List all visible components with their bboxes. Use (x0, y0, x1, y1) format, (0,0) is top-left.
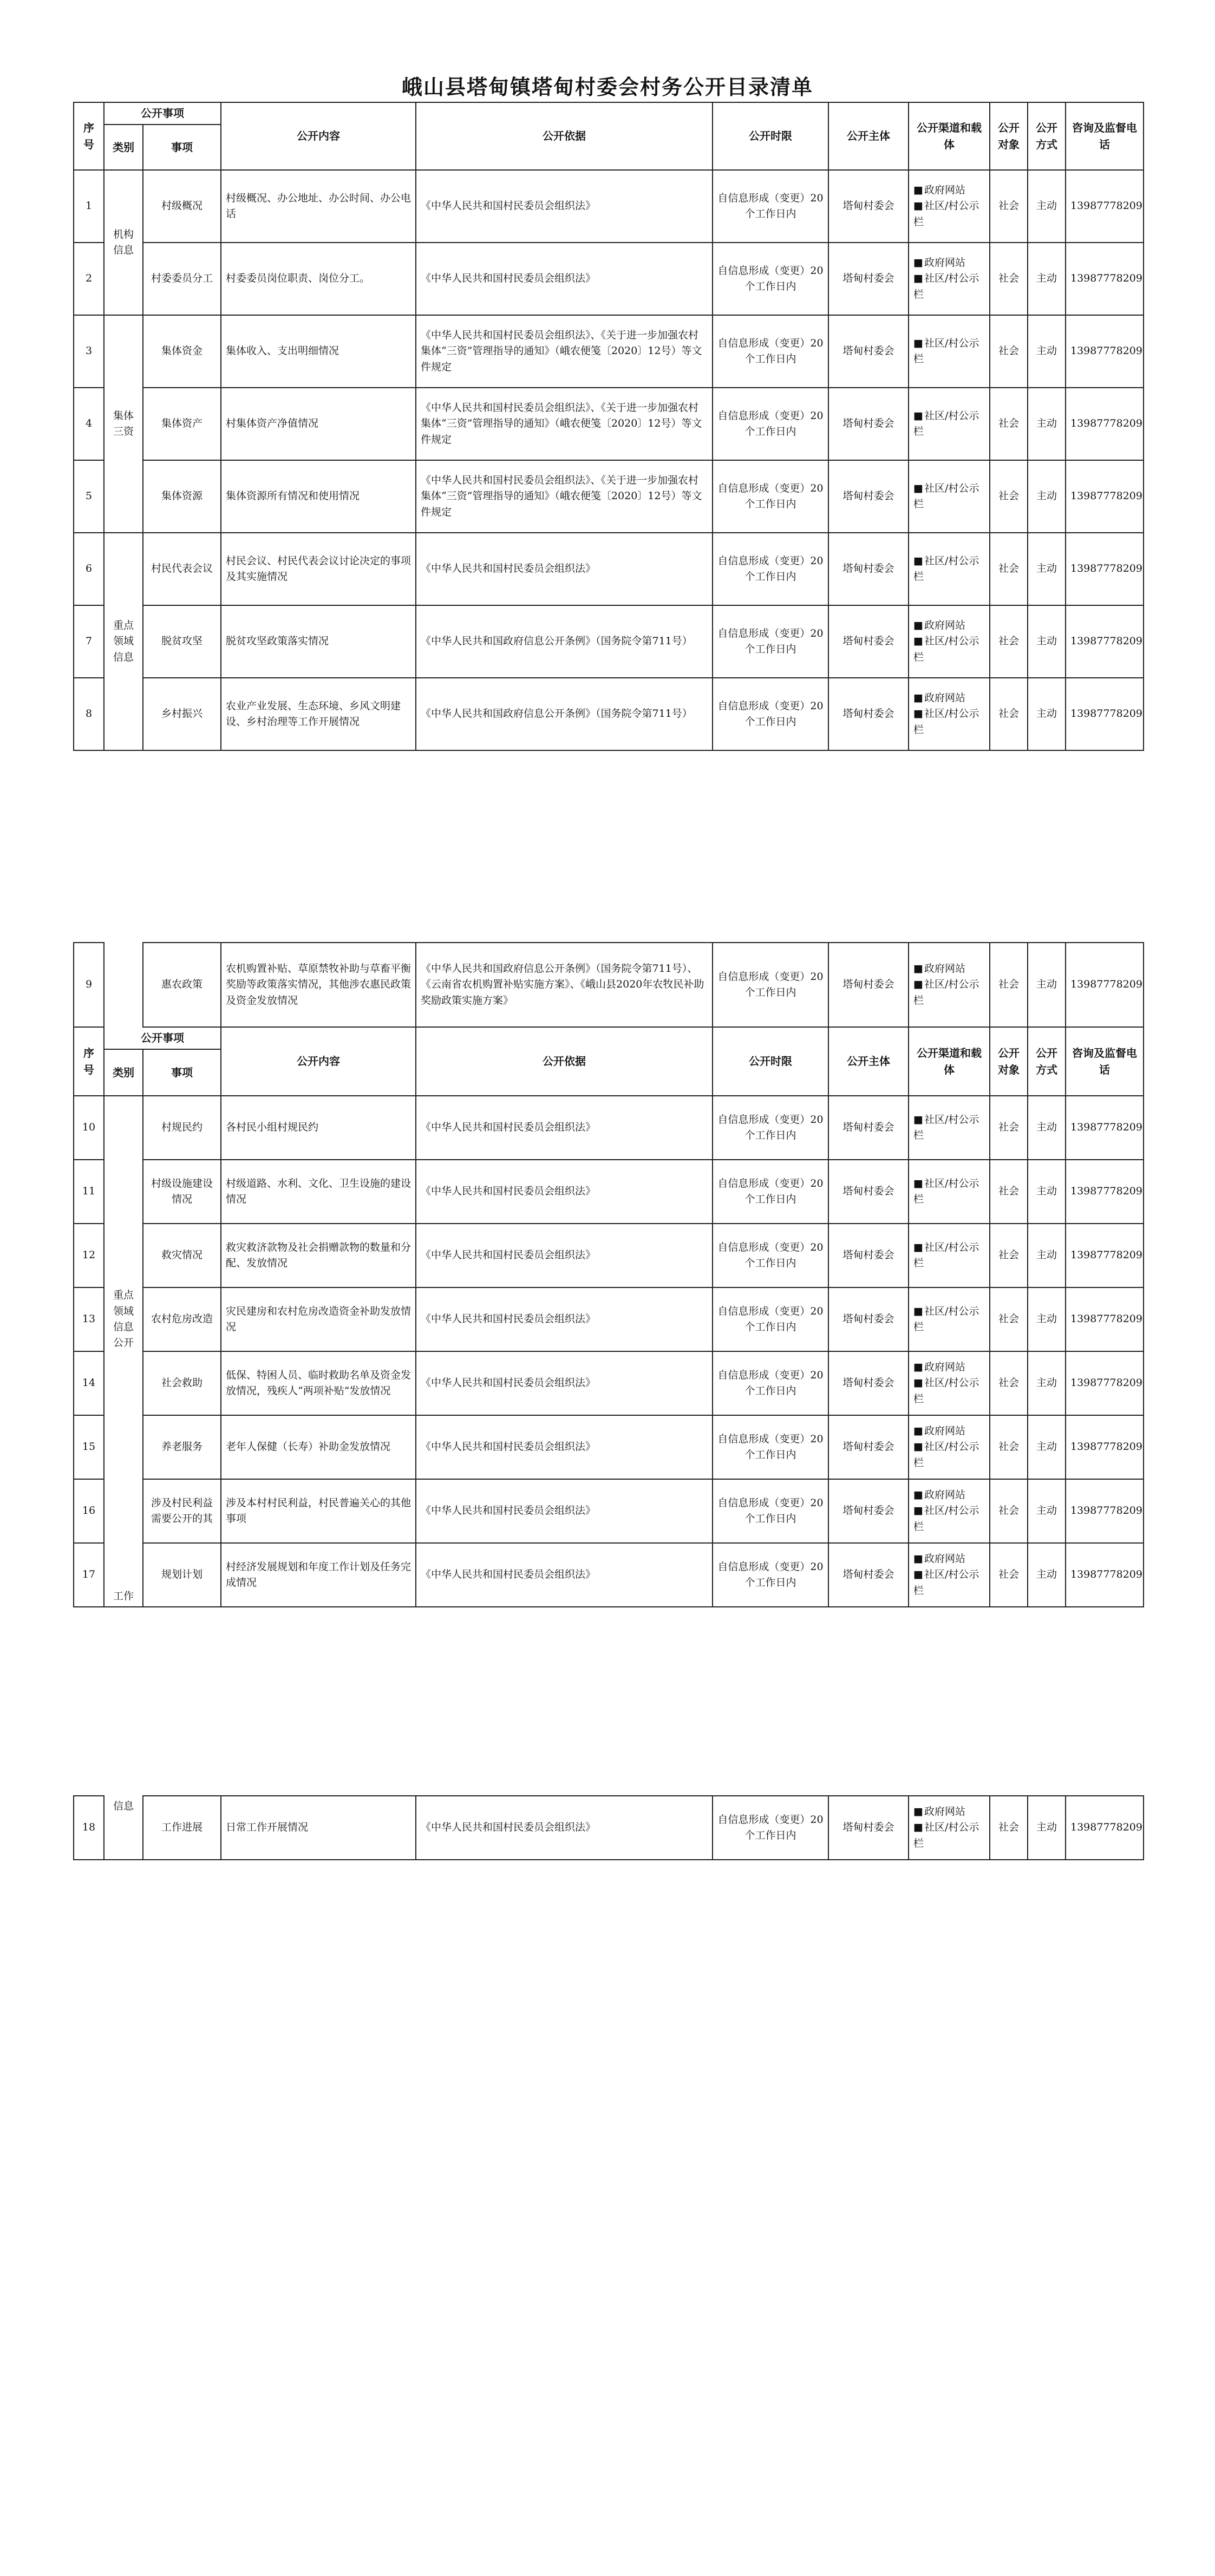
row-target: 社会 (990, 1415, 1028, 1479)
table-row (74, 1287, 1144, 1351)
table-row (74, 1796, 1144, 1860)
channel-entry: ■ 政府网站 (913, 182, 985, 198)
row-channels (909, 1543, 990, 1607)
row-deadline: 自信息形成（变更）20个工作日内 (713, 605, 828, 678)
row-phone: 13987778209 (1066, 1415, 1144, 1479)
disclosure-table-3 (73, 1795, 1144, 1860)
row-deadline: 自信息形成（变更）20个工作日内 (713, 1479, 828, 1543)
row-channels (909, 315, 990, 388)
row-item: 社会救助 (143, 1351, 221, 1415)
row-target: 社会 (990, 1479, 1028, 1543)
header-subject: 公开主体 (828, 102, 909, 170)
row-target: 社会 (990, 1287, 1028, 1351)
row-target: 社会 (990, 1096, 1028, 1160)
row-content: 集体收入、支出明细情况 (221, 315, 416, 388)
row-method: 主动 (1028, 1351, 1066, 1415)
row-subject: 塔甸村委会 (828, 315, 909, 388)
table-row (74, 678, 1144, 750)
row-item: 村委委员分工 (143, 243, 221, 315)
header-channel: 公开渠道和载体 (909, 102, 990, 170)
row-channels (909, 1351, 990, 1415)
row-target: 社会 (990, 533, 1028, 605)
row-target: 社会 (990, 605, 1028, 678)
row-subject: 塔甸村委会 (828, 605, 909, 678)
row-channels (909, 388, 990, 460)
row-channels (909, 678, 990, 750)
row-channels (909, 1479, 990, 1543)
row-phone: 13987778209 (1066, 1543, 1144, 1607)
row-no: 15 (74, 1415, 104, 1479)
header-seq: 序号 (74, 1027, 104, 1096)
row-item: 脱贫攻坚 (143, 605, 221, 678)
row-basis: 《中华人民共和国村民委员会组织法》 (416, 1796, 713, 1860)
row-subject: 塔甸村委会 (828, 1096, 909, 1160)
header-method: 公开方式 (1028, 1027, 1066, 1096)
row-item: 养老服务 (143, 1415, 221, 1479)
row-item: 涉及村民利益需要公开的其 (143, 1479, 221, 1543)
header-method: 公开方式 (1028, 102, 1066, 170)
header-phone: 咨询及监督电话 (1066, 1027, 1144, 1096)
category-cell-continued (104, 943, 143, 1027)
row-item: 村级概况 (143, 170, 221, 243)
row-subject: 塔甸村委会 (828, 1796, 909, 1860)
category-cell: 集体三资 (104, 315, 143, 533)
category-cell: 信息 (104, 1796, 143, 1860)
row-subject: 塔甸村委会 (828, 170, 909, 243)
row-item: 集体资金 (143, 315, 221, 388)
row-method: 主动 (1028, 460, 1066, 533)
row-phone: 13987778209 (1066, 460, 1144, 533)
row-deadline: 自信息形成（变更）20个工作日内 (713, 678, 828, 750)
table-row (74, 388, 1144, 460)
row-phone: 13987778209 (1066, 678, 1144, 750)
row-basis: 《中华人民共和国村民委员会组织法》 (416, 1415, 713, 1479)
table-row (74, 1160, 1144, 1224)
row-method: 主动 (1028, 605, 1066, 678)
row-phone: 13987778209 (1066, 170, 1144, 243)
table-row (74, 943, 1144, 1027)
channel-entry: ■ 政府网站 (913, 1423, 985, 1439)
row-method: 主动 (1028, 1479, 1066, 1543)
row-content: 农机购置补贴、草原禁牧补助与草畜平衡奖励等政策落实情况，其他涉农惠民政策及资金发放情况 (221, 943, 416, 1027)
row-deadline: 自信息形成（变更）20个工作日内 (713, 1543, 828, 1607)
row-phone: 13987778209 (1066, 315, 1144, 388)
header-category: 类别 (104, 1049, 143, 1096)
row-phone: 13987778209 (1066, 1160, 1144, 1224)
row-basis: 《中华人民共和国村民委员会组织法》 (416, 1160, 713, 1224)
header-channel: 公开渠道和载体 (909, 1027, 990, 1096)
row-target: 社会 (990, 1351, 1028, 1415)
header-category: 类别 (104, 125, 143, 170)
header-subject: 公开主体 (828, 1027, 909, 1096)
row-no: 8 (74, 678, 104, 750)
header-deadline: 公开时限 (713, 1027, 828, 1096)
row-target: 社会 (990, 678, 1028, 750)
row-phone: 13987778209 (1066, 243, 1144, 315)
row-subject: 塔甸村委会 (828, 1415, 909, 1479)
table-row (74, 1096, 1144, 1160)
row-no: 18 (74, 1796, 104, 1860)
row-phone: 13987778209 (1066, 533, 1144, 605)
row-basis: 《中华人民共和国村民委员会组织法》 (416, 1287, 713, 1351)
row-phone: 13987778209 (1066, 1224, 1144, 1287)
row-basis: 《中华人民共和国政府信息公开条例》（国务院令第711号） (416, 605, 713, 678)
row-subject: 塔甸村委会 (828, 460, 909, 533)
header-basis: 公开依据 (416, 102, 713, 170)
row-channels (909, 605, 990, 678)
header-group: 公开事项 (104, 1027, 221, 1049)
row-basis: 《中华人民共和国村民委员会组织法》 (416, 1351, 713, 1415)
row-phone: 13987778209 (1066, 605, 1144, 678)
row-content: 村集体资产净值情况 (221, 388, 416, 460)
channel-entry: ■ 社区/村公示栏 (913, 336, 985, 368)
row-no: 7 (74, 605, 104, 678)
row-method: 主动 (1028, 943, 1066, 1027)
row-basis: 《中华人民共和国村民委员会组织法》 (416, 170, 713, 243)
row-basis: 《中华人民共和国政府信息公开条例》（国务院令第711号）、《云南省农机购置补贴实施方案》、《峨山县2020年农牧民补助奖励政策实施方案》 (416, 943, 713, 1027)
row-content: 救灾救济款物及社会捐赠款物的数量和分配、发放情况 (221, 1224, 416, 1287)
row-subject: 塔甸村委会 (828, 1351, 909, 1415)
channel-entry: ■ 政府网站 (913, 1487, 985, 1503)
row-basis: 《中华人民共和国村民委员会组织法》 (416, 1096, 713, 1160)
row-method: 主动 (1028, 1543, 1066, 1607)
row-no: 12 (74, 1224, 104, 1287)
row-channels (909, 170, 990, 243)
row-content: 低保、特困人员、临时救助名单及资金发放情况，残疾人“两项补贴”发放情况 (221, 1351, 416, 1415)
row-channels (909, 1160, 990, 1224)
row-method: 主动 (1028, 1415, 1066, 1479)
table-row (74, 1543, 1144, 1607)
row-item: 村级设施建设情况 (143, 1160, 221, 1224)
header-item: 事项 (143, 1049, 221, 1096)
row-basis: 《中华人民共和国村民委员会组织法》、《关于进一步加强农村集体“三资”管理指导的通知》（峨农便笺〔2020〕12号）等文件规定 (416, 315, 713, 388)
table-row (74, 170, 1144, 243)
row-content: 集体资源所有情况和使用情况 (221, 460, 416, 533)
row-method: 主动 (1028, 1224, 1066, 1287)
row-basis: 《中华人民共和国村民委员会组织法》 (416, 243, 713, 315)
row-deadline: 自信息形成（变更）20个工作日内 (713, 943, 828, 1027)
row-deadline: 自信息形成（变更）20个工作日内 (713, 315, 828, 388)
row-content: 老年人保健（长寿）补助金发放情况 (221, 1415, 416, 1479)
row-method: 主动 (1028, 1796, 1066, 1860)
row-channels (909, 533, 990, 605)
channel-entry: ■ 社区/村公示栏 (913, 1176, 985, 1208)
row-method: 主动 (1028, 1160, 1066, 1224)
row-no: 10 (74, 1096, 104, 1160)
row-subject: 塔甸村委会 (828, 1287, 909, 1351)
category-cell: 机构信息 (104, 170, 143, 315)
row-no: 5 (74, 460, 104, 533)
disclosure-table-2 (73, 942, 1144, 1607)
row-content: 涉及本村村民利益，村民普遍关心的其他事项 (221, 1479, 416, 1543)
row-subject: 塔甸村委会 (828, 1479, 909, 1543)
row-no: 4 (74, 388, 104, 460)
row-target: 社会 (990, 170, 1028, 243)
table-row (74, 315, 1144, 388)
channel-entry: ■ 政府网站 (913, 690, 985, 706)
row-no: 17 (74, 1543, 104, 1607)
row-deadline: 自信息形成（变更）20个工作日内 (713, 533, 828, 605)
row-deadline: 自信息形成（变更）20个工作日内 (713, 1415, 828, 1479)
row-basis: 《中华人民共和国村民委员会组织法》 (416, 1479, 713, 1543)
row-basis: 《中华人民共和国村民委员会组织法》 (416, 533, 713, 605)
row-phone: 13987778209 (1066, 388, 1144, 460)
row-no: 6 (74, 533, 104, 605)
channel-entry: ■ 政府网站 (913, 1359, 985, 1375)
header-deadline: 公开时限 (713, 102, 828, 170)
channel-entry: ■ 社区/村公示栏 (913, 1503, 985, 1535)
row-no: 14 (74, 1351, 104, 1415)
row-basis: 《中华人民共和国村民委员会组织法》 (416, 1224, 713, 1287)
row-content: 村经济发展规划和年度工作计划及任务完成情况 (221, 1543, 416, 1607)
header-seq: 序号 (74, 102, 104, 170)
row-deadline: 自信息形成（变更）20个工作日内 (713, 243, 828, 315)
channel-entry: ■ 政府网站 (913, 1804, 985, 1820)
row-subject: 塔甸村委会 (828, 533, 909, 605)
row-content: 脱贫攻坚政策落实情况 (221, 605, 416, 678)
row-deadline: 自信息形成（变更）20个工作日内 (713, 388, 828, 460)
row-channels (909, 460, 990, 533)
channel-entry: ■ 社区/村公示栏 (913, 1820, 985, 1852)
row-phone: 13987778209 (1066, 943, 1144, 1027)
table-row (74, 1415, 1144, 1479)
row-channels (909, 1224, 990, 1287)
row-content: 村委委员岗位职责、岗位分工。 (221, 243, 416, 315)
row-no: 16 (74, 1479, 104, 1543)
table-row (74, 243, 1144, 315)
row-item: 工作进展 (143, 1796, 221, 1860)
row-subject: 塔甸村委会 (828, 1160, 909, 1224)
row-subject: 塔甸村委会 (828, 243, 909, 315)
channel-entry: ■ 政府网站 (913, 618, 985, 633)
row-method: 主动 (1028, 170, 1066, 243)
row-item: 村民代表会议 (143, 533, 221, 605)
row-target: 社会 (990, 1543, 1028, 1607)
row-method: 主动 (1028, 1287, 1066, 1351)
row-target: 社会 (990, 243, 1028, 315)
row-deadline: 自信息形成（变更）20个工作日内 (713, 1160, 828, 1224)
row-phone: 13987778209 (1066, 1096, 1144, 1160)
row-channels (909, 943, 990, 1027)
row-content: 农业产业发展、生态环境、乡风文明建设、乡村治理等工作开展情况 (221, 678, 416, 750)
channel-entry: ■ 社区/村公示栏 (913, 633, 985, 665)
row-item: 集体资产 (143, 388, 221, 460)
table-row (74, 460, 1144, 533)
header-basis: 公开依据 (416, 1027, 713, 1096)
row-no: 3 (74, 315, 104, 388)
row-channels (909, 1096, 990, 1160)
row-no: 13 (74, 1287, 104, 1351)
row-phone: 13987778209 (1066, 1287, 1144, 1351)
channel-entry: ■ 社区/村公示栏 (913, 1240, 985, 1272)
category-cell: 工作 (104, 1543, 143, 1607)
channel-entry: ■ 社区/村公示栏 (913, 1304, 985, 1336)
row-channels (909, 1796, 990, 1860)
row-item: 村规民约 (143, 1096, 221, 1160)
header-group: 公开事项 (104, 102, 221, 125)
header-item: 事项 (143, 125, 221, 170)
channel-entry: ■ 社区/村公示栏 (913, 1375, 985, 1407)
row-no: 9 (74, 943, 104, 1027)
row-basis: 《中华人民共和国村民委员会组织法》 (416, 1543, 713, 1607)
row-no: 2 (74, 243, 104, 315)
row-method: 主动 (1028, 388, 1066, 460)
row-no: 1 (74, 170, 104, 243)
row-method: 主动 (1028, 533, 1066, 605)
row-target: 社会 (990, 315, 1028, 388)
row-deadline: 自信息形成（变更）20个工作日内 (713, 1224, 828, 1287)
table-row (74, 1351, 1144, 1415)
channel-entry: ■ 社区/村公示栏 (913, 553, 985, 585)
row-subject: 塔甸村委会 (828, 1224, 909, 1287)
row-item: 救灾情况 (143, 1224, 221, 1287)
row-subject: 塔甸村委会 (828, 943, 909, 1027)
row-target: 社会 (990, 1224, 1028, 1287)
row-phone: 13987778209 (1066, 1796, 1144, 1860)
row-deadline: 自信息形成（变更）20个工作日内 (713, 1351, 828, 1415)
header-content: 公开内容 (221, 1027, 416, 1096)
channel-entry: ■ 社区/村公示栏 (913, 706, 985, 738)
row-item: 乡村振兴 (143, 678, 221, 750)
channel-entry: ■ 社区/村公示栏 (913, 1439, 985, 1471)
category-cell: 重点领域信息 (104, 533, 143, 750)
row-content: 村级概况、办公地址、办公时间、办公电话 (221, 170, 416, 243)
row-item: 农村危房改造 (143, 1287, 221, 1351)
channel-entry: ■ 社区/村公示栏 (913, 481, 985, 513)
table-row (74, 1479, 1144, 1543)
row-target: 社会 (990, 1796, 1028, 1860)
row-content: 灾民建房和农村危房改造资金补助发放情况 (221, 1287, 416, 1351)
row-item: 惠农政策 (143, 943, 221, 1027)
channel-entry: ■ 社区/村公示栏 (913, 408, 985, 440)
header-content: 公开内容 (221, 102, 416, 170)
table-row (74, 533, 1144, 605)
channel-entry: ■ 社区/村公示栏 (913, 1567, 985, 1599)
row-method: 主动 (1028, 678, 1066, 750)
row-target: 社会 (990, 460, 1028, 533)
row-item: 规划计划 (143, 1543, 221, 1607)
table-row (74, 605, 1144, 678)
row-subject: 塔甸村委会 (828, 678, 909, 750)
row-deadline: 自信息形成（变更）20个工作日内 (713, 170, 828, 243)
row-channels (909, 1415, 990, 1479)
channel-entry: ■ 社区/村公示栏 (913, 977, 985, 1009)
header-target: 公开对象 (990, 1027, 1028, 1096)
row-content: 村级道路、水利、文化、卫生设施的建设情况 (221, 1160, 416, 1224)
header-phone: 咨询及监督电话 (1066, 102, 1144, 170)
row-no: 11 (74, 1160, 104, 1224)
row-target: 社会 (990, 1160, 1028, 1224)
row-deadline: 自信息形成（变更）20个工作日内 (713, 460, 828, 533)
row-phone: 13987778209 (1066, 1479, 1144, 1543)
row-target: 社会 (990, 943, 1028, 1027)
row-phone: 13987778209 (1066, 1351, 1144, 1415)
row-basis: 《中华人民共和国村民委员会组织法》、《关于进一步加强农村集体“三资”管理指导的通知》（峨农便笺〔2020〕12号）等文件规定 (416, 388, 713, 460)
channel-entry: ■ 政府网站 (913, 1551, 985, 1567)
table-row (74, 1224, 1144, 1287)
row-content: 村民会议、村民代表会议讨论决定的事项及其实施情况 (221, 533, 416, 605)
header-target: 公开对象 (990, 102, 1028, 170)
row-method: 主动 (1028, 315, 1066, 388)
channel-entry: ■ 政府网站 (913, 961, 985, 977)
row-channels (909, 1287, 990, 1351)
channel-entry: ■ 政府网站 (913, 255, 985, 271)
row-basis: 《中华人民共和国村民委员会组织法》、《关于进一步加强农村集体“三资”管理指导的通知》（峨农便笺〔2020〕12号）等文件规定 (416, 460, 713, 533)
row-subject: 塔甸村委会 (828, 1543, 909, 1607)
row-deadline: 自信息形成（变更）20个工作日内 (713, 1096, 828, 1160)
row-content: 各村民小组村规民约 (221, 1096, 416, 1160)
row-channels (909, 243, 990, 315)
row-method: 主动 (1028, 1096, 1066, 1160)
row-item: 集体资源 (143, 460, 221, 533)
row-deadline: 自信息形成（变更）20个工作日内 (713, 1796, 828, 1860)
disclosure-table-1 (73, 102, 1144, 751)
channel-entry: ■ 社区/村公示栏 (913, 1112, 985, 1144)
row-basis: 《中华人民共和国政府信息公开条例》（国务院令第711号） (416, 678, 713, 750)
row-method: 主动 (1028, 243, 1066, 315)
row-target: 社会 (990, 388, 1028, 460)
channel-entry: ■ 社区/村公示栏 (913, 271, 985, 303)
page-title: 峨山县塔甸镇塔甸村委会村务公开目录清单 (401, 75, 813, 99)
category-cell: 重点领域信息公开 (104, 1096, 143, 1543)
row-deadline: 自信息形成（变更）20个工作日内 (713, 1287, 828, 1351)
channel-entry: ■ 社区/村公示栏 (913, 198, 985, 230)
row-subject: 塔甸村委会 (828, 388, 909, 460)
row-content: 日常工作开展情况 (221, 1796, 416, 1860)
